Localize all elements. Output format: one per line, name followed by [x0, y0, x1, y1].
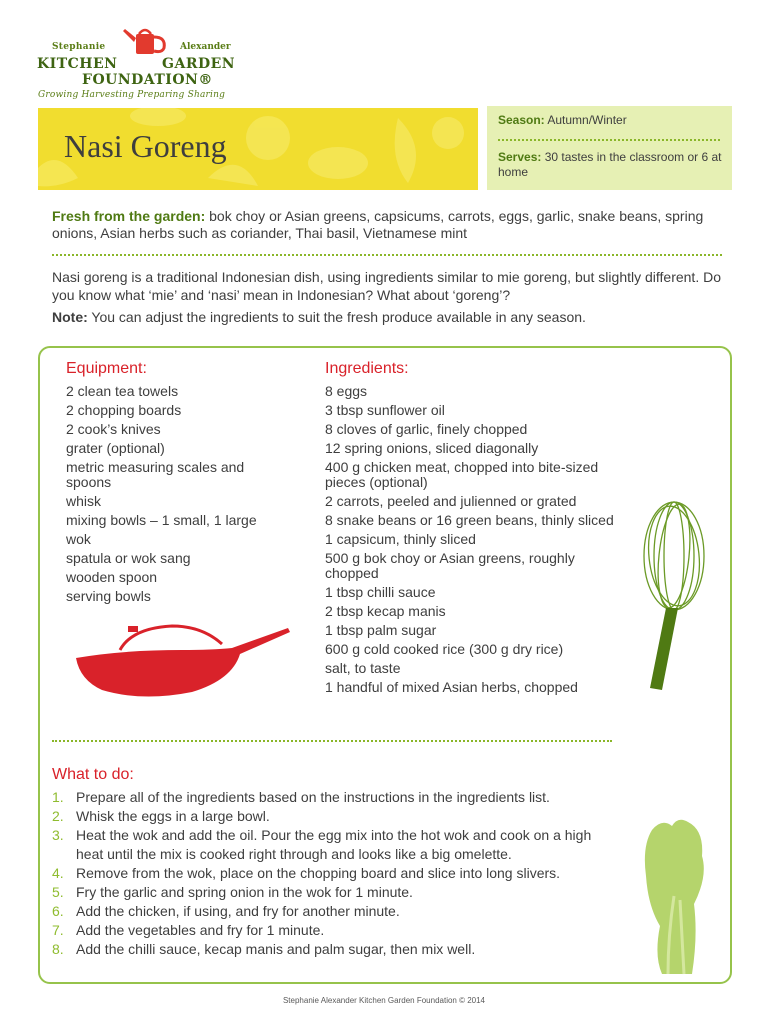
step-text: Add the chicken, if using, and fry for another minute.: [76, 903, 400, 919]
divider: [52, 254, 722, 256]
list-item: mixing bowls – 1 small, 1 large: [66, 512, 257, 528]
logo-line1-right: Alexander: [180, 42, 231, 52]
step-item: [52, 940, 622, 959]
divider: [52, 740, 612, 742]
fresh-label: Fresh from the garden:: [52, 208, 206, 224]
logo-tagline: Growing Harvesting Preparing Sharing: [38, 90, 226, 100]
list-item: 8 cloves of garlic, finely chopped: [325, 421, 528, 437]
serves-row: [498, 150, 723, 180]
season-box: [487, 106, 732, 190]
season-value: Autumn/Winter: [547, 113, 627, 127]
step-number: 4.: [52, 865, 64, 881]
wok-icon: [72, 620, 292, 704]
list-item: salt, to taste: [325, 660, 401, 676]
list-item: wooden spoon: [66, 569, 158, 585]
step-text: Add the chilli sauce, kecap manis and palm sugar, then mix well.: [76, 941, 476, 957]
list-item: 2 cook’s knives: [66, 421, 161, 437]
step-text: Fry the garlic and spring onion in the wok for 1 minute.: [76, 884, 413, 900]
serves-value: 30 tastes in the classroom or 6 at home: [498, 150, 722, 179]
step-text: Whisk the eggs in a large bowl.: [76, 808, 270, 824]
logo-line2-right: GARDEN: [162, 56, 236, 72]
whisk-icon: [636, 500, 708, 692]
list-item: 600 g cold cooked rice (300 g dry rice): [325, 641, 564, 657]
step-item: [52, 883, 622, 902]
list-item: 2 carrots, peeled and julienned or grated: [325, 493, 577, 509]
step-number: 7.: [52, 922, 64, 938]
list-item: 2 tbsp kecap manis: [325, 603, 446, 619]
list-item: 12 spring onions, sliced diagonally: [325, 440, 539, 456]
equipment-list: [66, 384, 286, 608]
note-paragraph: [52, 308, 742, 326]
step-number: 6.: [52, 903, 64, 919]
foundation-logo: [30, 24, 240, 106]
step-text: Prepare all of the ingredients based on the instructions in the ingredients list.: [76, 789, 550, 805]
step-number: 8.: [52, 941, 64, 957]
list-item: whisk: [66, 493, 102, 509]
step-item: [52, 788, 622, 807]
fresh-from-garden: [52, 208, 742, 242]
season-divider: [498, 139, 720, 141]
season-label: Season:: [498, 113, 545, 127]
list-item: 1 tbsp palm sugar: [325, 622, 437, 638]
step-number: 2.: [52, 808, 64, 824]
note-label: Note:: [52, 309, 88, 325]
equipment-heading: Equipment:: [66, 360, 147, 377]
list-item: 1 tbsp chilli sauce: [325, 584, 436, 600]
logo-line2-left: KITCHEN: [37, 56, 118, 72]
list-item: grater (optional): [66, 440, 165, 456]
intro-paragraph: Nasi goreng is a traditional Indonesian dish, using ingredients similar to mie goreng, but slightly different. Do you know what ‘mie’ and ‘nasi’ mean in Indonesian? What about ‘goreng’?: [52, 269, 721, 303]
list-item: 2 chopping boards: [66, 402, 182, 418]
step-item: [52, 921, 622, 940]
list-item: 8 snake beans or 16 green beans, thinly sliced: [325, 512, 614, 528]
fresh-text: bok choy or Asian greens, capsicums, carrots, eggs, garlic, snake beans, spring onions, Asian herbs such as coriander, Thai basil, Vietnamese mint: [52, 208, 704, 241]
step-text: Remove from the wok, place on the chopping board and slice into long slivers.: [76, 865, 561, 881]
list-item: wok: [66, 531, 91, 547]
logo-line3: FOUNDATION®: [82, 72, 213, 88]
step-item: [52, 864, 622, 883]
logo-line1-left: Stephanie: [52, 42, 106, 52]
what-to-do-heading: What to do:: [52, 766, 134, 783]
list-item: 3 tbsp sunflower oil: [325, 402, 445, 418]
list-item: 500 g bok choy or Asian greens, roughly chopped: [325, 550, 575, 581]
watering-can-icon: [122, 24, 170, 60]
list-item: 1 handful of mixed Asian herbs, chopped: [325, 679, 578, 695]
list-item: serving bowls: [66, 588, 151, 604]
step-number: 3.: [52, 827, 64, 843]
serves-label: Serves:: [498, 150, 542, 164]
list-item: metric measuring scales and spoons: [66, 459, 245, 490]
list-item: 400 g chicken meat, chopped into bite-sized pieces (optional): [325, 459, 599, 490]
step-text: Heat the wok and add the oil. Pour the egg mix into the hot wok and cook on a high heat until the mix is cooked right through and looks like a big omelette.: [76, 827, 592, 862]
list-item: 2 clean tea towels: [66, 383, 179, 399]
page-title: Nasi Goreng: [64, 128, 227, 164]
season-row: [498, 113, 627, 127]
steps-list: [52, 788, 622, 959]
ingredients-list: [325, 384, 625, 699]
list-item: spatula or wok sang: [66, 550, 191, 566]
step-number: 5.: [52, 884, 64, 900]
list-item: 8 eggs: [325, 383, 368, 399]
footer-text: Stephanie Alexander Kitchen Garden Foundation © 2014: [282, 996, 486, 1005]
step-item: [52, 807, 622, 826]
note-text: You can adjust the ingredients to suit the fresh produce available in any season.: [91, 309, 586, 325]
list-item: 1 capsicum, thinly sliced: [325, 531, 476, 547]
ingredients-heading: Ingredients:: [325, 360, 409, 377]
title-banner: [38, 108, 478, 190]
step-item: [52, 902, 622, 921]
step-number: 1.: [52, 789, 64, 805]
step-item: [52, 826, 622, 864]
step-text: Add the vegetables and fry for 1 minute.: [76, 922, 325, 938]
bok-choy-icon: [638, 816, 714, 978]
